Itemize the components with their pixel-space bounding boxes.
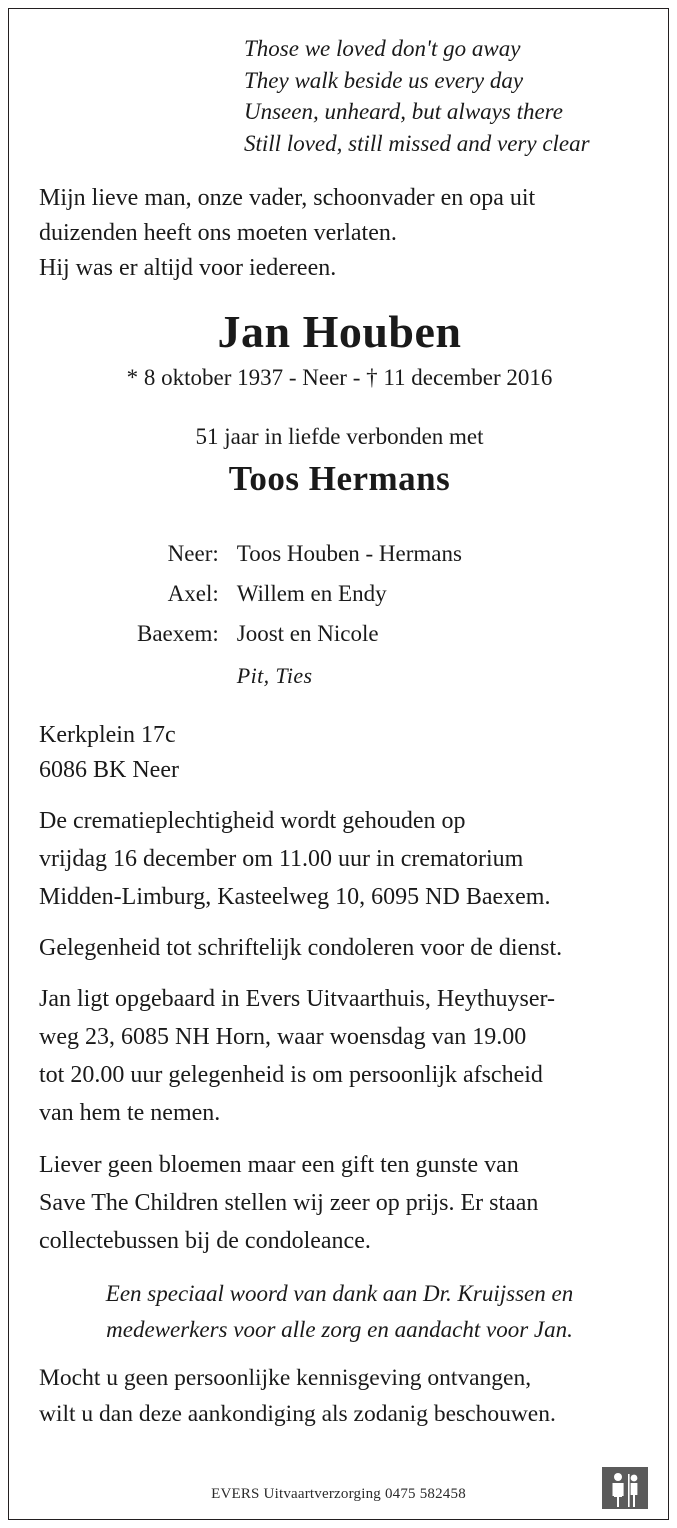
memorial-card bbox=[8, 8, 669, 1520]
ceremony-line-1: De crematieplechtigheid wordt gehouden op bbox=[39, 808, 466, 834]
poem-line-3: Unseen, unheard, but always there bbox=[244, 99, 563, 124]
address-block bbox=[39, 718, 640, 788]
donations-line-1: Liever geen bloemen maar een gift ten gunste van bbox=[39, 1152, 519, 1178]
table-row bbox=[137, 534, 462, 574]
deceased-name: Jan Houben bbox=[217, 306, 462, 357]
address-street: Kerkplein 17c bbox=[39, 722, 176, 748]
condolences-paragraph bbox=[39, 930, 640, 966]
visitation-line-3: tot 20.00 uur gelegenheid is om persoonlijk afscheid bbox=[39, 1062, 543, 1088]
donations-line-3: collectebussen bij de condoleance. bbox=[39, 1228, 371, 1254]
intro-line-3: Hij was er altijd voor iedereen. bbox=[39, 255, 337, 281]
donations-line-2: Save The Children stellen wij zeer op prijs. Er staan bbox=[39, 1190, 539, 1216]
donations-paragraph bbox=[39, 1146, 640, 1260]
spouse-name: Toos Hermans bbox=[228, 459, 451, 498]
thanks-line-1: Een speciaal woord van dank aan Dr. Kruijssen en bbox=[105, 1281, 574, 1306]
marriage-text: 51 jaar in liefde verbonden met bbox=[195, 424, 484, 449]
grandchildren: Pit, Ties bbox=[236, 663, 313, 688]
table-row bbox=[137, 614, 462, 654]
closing-line-2: wilt u dan deze aankondiging als zodanig beschouwen. bbox=[39, 1401, 556, 1427]
family-place-empty bbox=[137, 654, 237, 696]
undertaker-logo-icon bbox=[602, 1467, 648, 1509]
closing-paragraph bbox=[39, 1360, 640, 1432]
footer-text: EVERS Uitvaartverzorging 0475 582458 bbox=[211, 1486, 466, 1502]
family-people: Joost en Nicole bbox=[236, 621, 379, 646]
family-list bbox=[137, 534, 462, 696]
deceased-dates: * 8 oktober 1937 - Neer - † 11 december 2016 bbox=[126, 365, 553, 390]
poem-block bbox=[39, 33, 640, 159]
closing-line-1: Mocht u geen persoonlijke kennisgeving ontvangen, bbox=[39, 1365, 532, 1391]
table-row bbox=[137, 574, 462, 614]
card-content bbox=[39, 33, 640, 1432]
thanks-line-2: medewerkers voor alle zorg en aandacht voor Jan. bbox=[106, 1317, 573, 1342]
family-place: Axel: bbox=[167, 581, 219, 606]
table-row bbox=[137, 654, 462, 696]
ceremony-line-2: vrijdag 16 december om 11.00 uur in crematorium bbox=[39, 846, 524, 872]
intro-line-2: duizenden heeft ons moeten verlaten. bbox=[39, 220, 397, 246]
visitation-line-2: weg 23, 6085 NH Horn, waar woensdag van 19.00 bbox=[39, 1024, 527, 1050]
intro-paragraph bbox=[39, 181, 640, 286]
visitation-line-4: van hem te nemen. bbox=[39, 1100, 221, 1126]
intro-line-1: Mijn lieve man, onze vader, schoonvader en opa uit bbox=[39, 185, 536, 211]
poem-line-1: Those we loved don't go away bbox=[244, 36, 521, 61]
family-place: Neer: bbox=[167, 541, 219, 566]
condolences-line: Gelegenheid tot schriftelijk condoleren voor de dienst. bbox=[39, 935, 563, 961]
thanks-paragraph bbox=[39, 1276, 640, 1348]
family-people: Willem en Endy bbox=[236, 581, 387, 606]
poem-line-2: They walk beside us every day bbox=[244, 67, 524, 93]
family-place: Baexem: bbox=[137, 621, 219, 646]
ceremony-paragraph bbox=[39, 802, 640, 916]
family-people: Toos Houben - Hermans bbox=[236, 541, 462, 566]
visitation-paragraph bbox=[39, 980, 640, 1132]
visitation-line-1: Jan ligt opgebaard in Evers Uitvaarthuis, Heythuyser- bbox=[39, 986, 556, 1012]
poem-line-4: Still loved, still missed and very clear bbox=[244, 130, 590, 156]
ceremony-line-3: Midden-Limburg, Kasteelweg 10, 6095 ND Baexem. bbox=[39, 884, 551, 910]
address-city: 6086 BK Neer bbox=[39, 757, 179, 783]
